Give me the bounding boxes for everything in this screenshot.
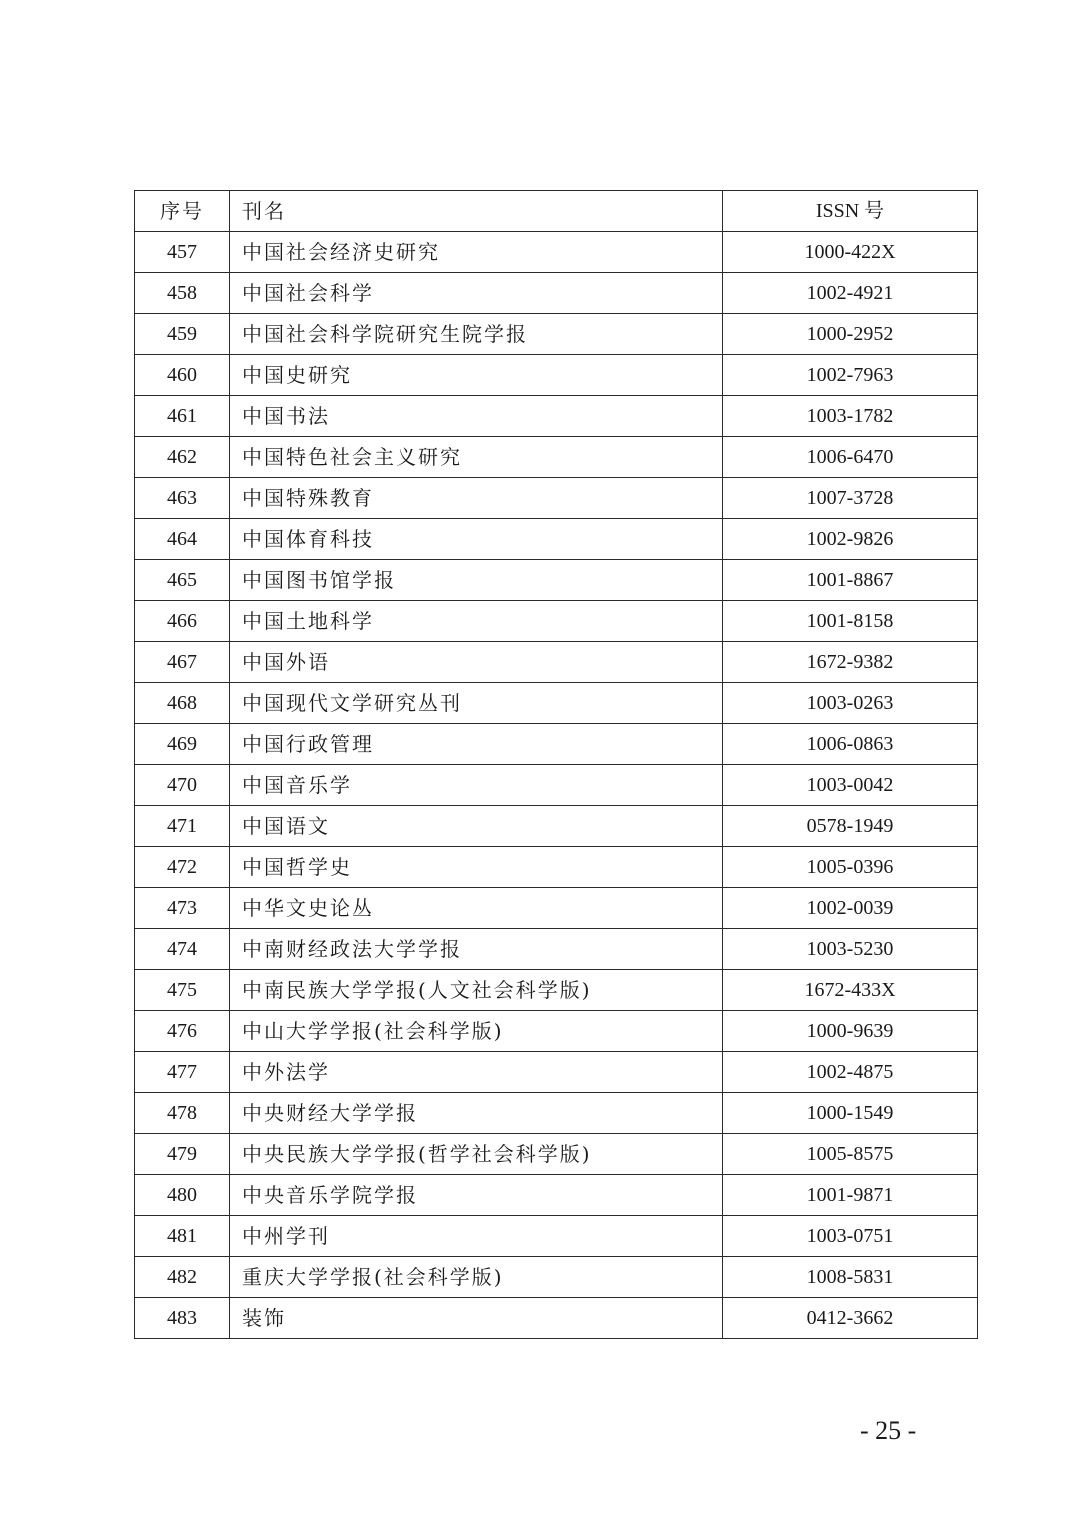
journal-name-cell: 装饰 — [230, 1298, 723, 1339]
table-row — [135, 970, 978, 1011]
issn-cell: 1002-7963 — [723, 355, 978, 396]
journal-name-cell: 中国行政管理 — [230, 724, 723, 765]
issn-cell: 1005-0396 — [723, 847, 978, 888]
table-row — [135, 1134, 978, 1175]
journal-name-cell: 中国体育科技 — [230, 519, 723, 560]
journal-name-cell: 中南民族大学学报(人文社会科学版) — [230, 970, 723, 1011]
serial-number-cell: 479 — [135, 1134, 230, 1175]
journal-name-cell: 中华文史论丛 — [230, 888, 723, 929]
table-row — [135, 355, 978, 396]
table-row — [135, 273, 978, 314]
header-serial-number: 序号 — [135, 191, 230, 232]
serial-number-cell: 482 — [135, 1257, 230, 1298]
serial-number-cell: 464 — [135, 519, 230, 560]
serial-number-cell: 458 — [135, 273, 230, 314]
journal-name-cell: 中国书法 — [230, 396, 723, 437]
issn-cell: 1000-422X — [723, 232, 978, 273]
journal-name-cell: 中国图书馆学报 — [230, 560, 723, 601]
serial-number-cell: 466 — [135, 601, 230, 642]
issn-cell: 0412-3662 — [723, 1298, 978, 1339]
table-row — [135, 519, 978, 560]
serial-number-cell: 468 — [135, 683, 230, 724]
issn-cell: 1002-9826 — [723, 519, 978, 560]
issn-cell: 1672-9382 — [723, 642, 978, 683]
issn-cell: 1003-5230 — [723, 929, 978, 970]
issn-cell: 1672-433X — [723, 970, 978, 1011]
table-row — [135, 437, 978, 478]
table-header-row — [135, 191, 978, 232]
serial-number-cell: 476 — [135, 1011, 230, 1052]
issn-cell: 1006-6470 — [723, 437, 978, 478]
issn-cell: 1008-5831 — [723, 1257, 978, 1298]
journal-name-cell: 中州学刊 — [230, 1216, 723, 1257]
serial-number-cell: 463 — [135, 478, 230, 519]
issn-cell: 1000-1549 — [723, 1093, 978, 1134]
serial-number-cell: 475 — [135, 970, 230, 1011]
issn-cell: 1003-0263 — [723, 683, 978, 724]
journal-name-cell: 中央音乐学院学报 — [230, 1175, 723, 1216]
journal-name-cell: 中央民族大学学报(哲学社会科学版) — [230, 1134, 723, 1175]
table-row — [135, 683, 978, 724]
table-row — [135, 232, 978, 273]
serial-number-cell: 462 — [135, 437, 230, 478]
journal-name-cell: 中国特殊教育 — [230, 478, 723, 519]
journal-name-cell: 中外法学 — [230, 1052, 723, 1093]
journal-name-cell: 中国外语 — [230, 642, 723, 683]
serial-number-cell: 460 — [135, 355, 230, 396]
table-row — [135, 1298, 978, 1339]
issn-cell: 1005-8575 — [723, 1134, 978, 1175]
journal-name-cell: 重庆大学学报(社会科学版) — [230, 1257, 723, 1298]
table-row — [135, 929, 978, 970]
journal-name-cell: 中国土地科学 — [230, 601, 723, 642]
serial-number-cell: 474 — [135, 929, 230, 970]
journal-name-cell: 中国特色社会主义研究 — [230, 437, 723, 478]
journal-name-cell: 中国哲学史 — [230, 847, 723, 888]
serial-number-cell: 472 — [135, 847, 230, 888]
table-row — [135, 1011, 978, 1052]
serial-number-cell: 480 — [135, 1175, 230, 1216]
issn-cell: 1003-0751 — [723, 1216, 978, 1257]
journal-name-cell: 中国史研究 — [230, 355, 723, 396]
serial-number-cell: 481 — [135, 1216, 230, 1257]
issn-cell: 1003-0042 — [723, 765, 978, 806]
issn-cell: 1003-1782 — [723, 396, 978, 437]
table-row — [135, 601, 978, 642]
issn-cell: 1002-0039 — [723, 888, 978, 929]
journal-name-cell: 中山大学学报(社会科学版) — [230, 1011, 723, 1052]
issn-cell: 1001-8867 — [723, 560, 978, 601]
table-body — [135, 232, 978, 1339]
journal-name-cell: 中国社会科学 — [230, 273, 723, 314]
serial-number-cell: 483 — [135, 1298, 230, 1339]
issn-cell: 1002-4875 — [723, 1052, 978, 1093]
serial-number-cell: 473 — [135, 888, 230, 929]
issn-cell: 1000-2952 — [723, 314, 978, 355]
journal-name-cell: 中国语文 — [230, 806, 723, 847]
table-row — [135, 765, 978, 806]
header-issn: ISSN 号 — [723, 191, 978, 232]
serial-number-cell: 477 — [135, 1052, 230, 1093]
table-row — [135, 1052, 978, 1093]
journal-name-cell: 中国社会科学院研究生院学报 — [230, 314, 723, 355]
table-row — [135, 396, 978, 437]
journal-name-cell: 中央财经大学学报 — [230, 1093, 723, 1134]
journal-name-cell: 中国音乐学 — [230, 765, 723, 806]
issn-cell: 1006-0863 — [723, 724, 978, 765]
table-row — [135, 1175, 978, 1216]
table-row — [135, 888, 978, 929]
table-row — [135, 560, 978, 601]
table-row — [135, 642, 978, 683]
serial-number-cell: 465 — [135, 560, 230, 601]
issn-cell: 0578-1949 — [723, 806, 978, 847]
serial-number-cell: 469 — [135, 724, 230, 765]
journal-name-cell: 中南财经政法大学学报 — [230, 929, 723, 970]
serial-number-cell: 470 — [135, 765, 230, 806]
issn-cell: 1000-9639 — [723, 1011, 978, 1052]
table-row — [135, 724, 978, 765]
serial-number-cell: 459 — [135, 314, 230, 355]
table-row — [135, 1216, 978, 1257]
table-row — [135, 314, 978, 355]
serial-number-cell: 471 — [135, 806, 230, 847]
issn-cell: 1001-9871 — [723, 1175, 978, 1216]
serial-number-cell: 461 — [135, 396, 230, 437]
serial-number-cell: 467 — [135, 642, 230, 683]
table-row — [135, 478, 978, 519]
issn-cell: 1002-4921 — [723, 273, 978, 314]
issn-cell: 1001-8158 — [723, 601, 978, 642]
issn-cell: 1007-3728 — [723, 478, 978, 519]
table-row — [135, 847, 978, 888]
journal-table — [134, 190, 978, 1339]
table-row — [135, 806, 978, 847]
journal-name-cell: 中国社会经济史研究 — [230, 232, 723, 273]
serial-number-cell: 457 — [135, 232, 230, 273]
serial-number-cell: 478 — [135, 1093, 230, 1134]
journal-name-cell: 中国现代文学研究丛刊 — [230, 683, 723, 724]
header-journal-name: 刊名 — [230, 191, 723, 232]
page-number: - 25 - — [860, 1416, 917, 1445]
table-row — [135, 1257, 978, 1298]
table-row — [135, 1093, 978, 1134]
